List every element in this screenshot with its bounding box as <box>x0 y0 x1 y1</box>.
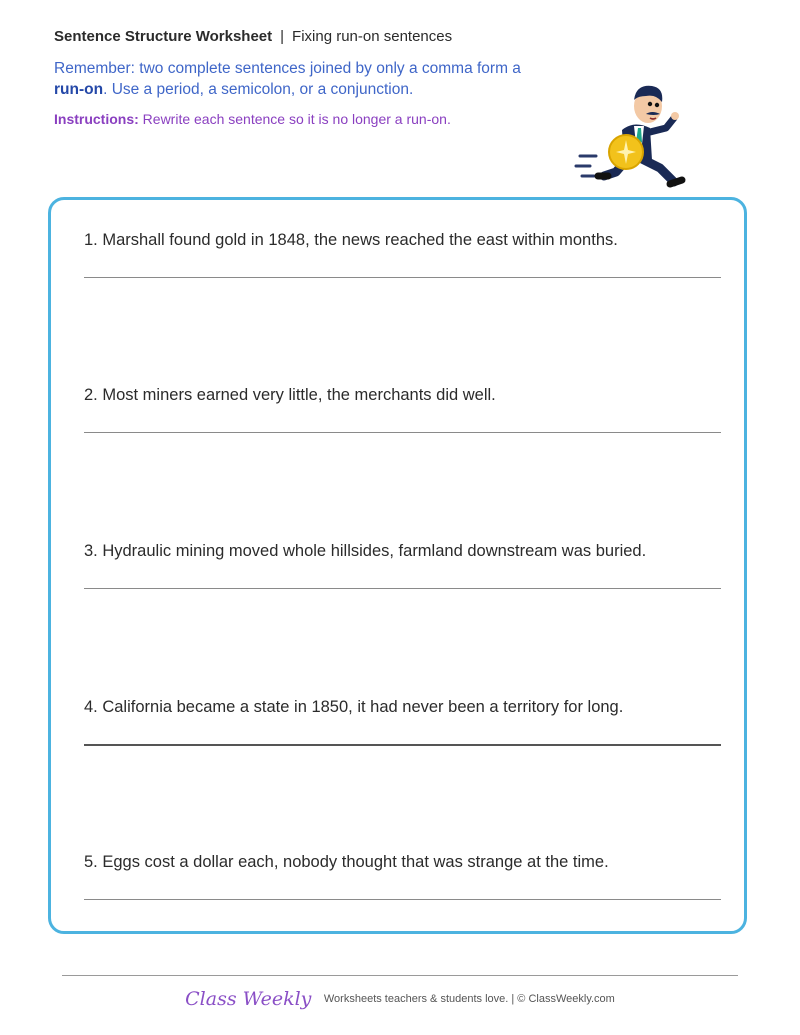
question-item <box>84 697 724 717</box>
instructions <box>54 110 574 128</box>
question-item <box>84 385 724 405</box>
remember-prefix: Remember: two complete sentences joined by only a comma form a <box>54 60 521 77</box>
question-text: 1. Marshall found gold in 1848, the news reached the east within months. <box>84 231 618 249</box>
question-text: 2. Most miners earned very little, the merchants did well. <box>84 386 496 404</box>
running-man-icon <box>574 72 700 196</box>
footer <box>0 988 800 1010</box>
title-line <box>54 27 574 47</box>
remember-term: run-on <box>54 81 104 98</box>
mascot-illustration <box>574 72 700 196</box>
footer-divider <box>62 975 738 976</box>
brand-logo: Class Weekly <box>185 988 312 1010</box>
footer-tagline: Worksheets teachers & students love. | © ClassWeekly.com <box>323 993 615 1005</box>
remember-suffix: . Use a period, a semicolon, or a conjunction. <box>103 81 414 98</box>
questions-box <box>48 197 747 934</box>
answer-line[interactable] <box>84 277 721 278</box>
question-text: 3. Hydraulic mining moved whole hillsides, farmland downstream was buried. <box>84 542 647 560</box>
question-item <box>84 230 724 250</box>
title-separator: | <box>280 28 285 45</box>
worksheet-header <box>54 27 574 128</box>
question-item <box>84 852 724 872</box>
answer-line[interactable] <box>84 744 721 746</box>
question-text: 4. California became a state in 1850, it had never been a territory for long. <box>84 698 624 716</box>
answer-line[interactable] <box>84 432 721 433</box>
instructions-text: Rewrite each sentence so it is no longer a run-on. <box>142 111 451 127</box>
answer-line[interactable] <box>84 899 721 900</box>
worksheet-title: Sentence Structure Worksheet <box>54 28 273 45</box>
question-item <box>84 541 724 561</box>
worksheet-subtitle: Fixing run-on sentences <box>292 28 453 45</box>
instructions-label: Instructions: <box>54 111 139 127</box>
remember-note <box>54 58 574 100</box>
answer-line[interactable] <box>84 588 721 589</box>
question-text: 5. Eggs cost a dollar each, nobody thought that was strange at the time. <box>84 853 609 871</box>
